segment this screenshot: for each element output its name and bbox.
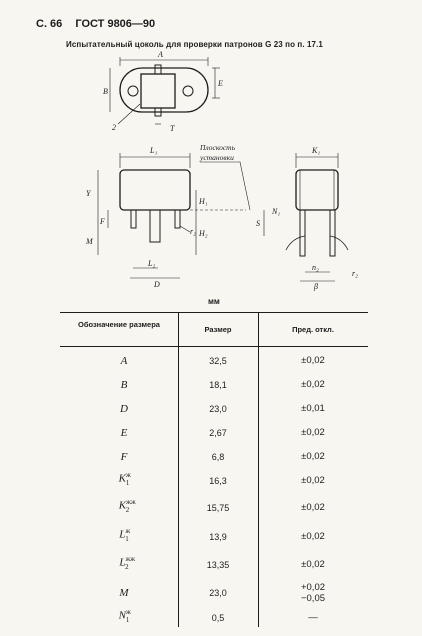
symbol-superscript: ж [126, 471, 131, 479]
row-symbol [60, 471, 188, 487]
label-y: Y [86, 189, 91, 198]
label-t: T [170, 124, 175, 133]
table-row [0, 553, 422, 583]
label-m: M [86, 237, 93, 246]
tolerance-line: ±0,02 [301, 502, 325, 513]
tolerance-line: ±0,02 [301, 427, 325, 438]
symbol-letter: F [120, 451, 128, 463]
units-label: мм [208, 297, 220, 306]
symbol-subscript: 2 [125, 505, 130, 514]
symbol-letter: M [119, 587, 129, 599]
row-tolerance [258, 403, 368, 414]
row-value: 32,5 [209, 356, 227, 366]
symbol-letter: N [118, 609, 126, 622]
symbol-superscript: жж [126, 498, 136, 506]
symbol-superscript: ж [126, 608, 131, 616]
row-value: 23,0 [209, 588, 227, 598]
symbol-subscript: 1 [125, 534, 129, 543]
tolerance-line: ±0,02 [301, 531, 325, 542]
tolerance-line: ±0,02 [301, 355, 325, 366]
figure-caption: Испытательный цоколь для проверки патронов G 23 по п. 17.1 [66, 40, 323, 49]
label-n1: N₁ [272, 207, 281, 216]
symbol-letter: E [120, 427, 128, 439]
symbol-letter: B [120, 379, 128, 391]
technical-drawing [0, 0, 422, 300]
row-value: 2,67 [209, 428, 227, 438]
row-tolerance [258, 475, 368, 486]
row-value: 6,8 [211, 452, 225, 462]
symbol-letter: L [119, 556, 126, 569]
label-e: E [218, 79, 223, 88]
symbol-letter: L [119, 528, 126, 541]
row-tolerance [258, 355, 368, 366]
row-tolerance [258, 612, 368, 623]
symbol-letter: K [118, 499, 127, 512]
label-h1: H₁ [199, 197, 208, 206]
side-view [256, 146, 358, 291]
row-symbol [60, 379, 188, 391]
tolerance-line: ±0,02 [301, 451, 325, 462]
row-tolerance [258, 559, 368, 570]
standard-number: ГОСТ 9806—90 [75, 18, 156, 30]
label-r2-front: r₂ [190, 227, 196, 236]
row-tolerance [258, 451, 368, 462]
header-tolerance: Пред. откл. [292, 325, 334, 334]
row-symbol [60, 403, 188, 415]
row-symbol [60, 608, 188, 624]
label-l1: L₁ [150, 146, 158, 155]
header-size: Размер [204, 325, 232, 334]
row-symbol [60, 355, 188, 367]
label-beta: β [314, 282, 318, 291]
tolerance-line: ±0,02 [301, 475, 325, 486]
row-symbol [60, 527, 188, 543]
row-symbol [60, 555, 188, 571]
top-view [103, 50, 223, 133]
row-value: 13,35 [206, 560, 230, 570]
row-symbol [60, 451, 188, 463]
row-value: 13,9 [209, 532, 227, 542]
row-symbol [60, 587, 188, 599]
row-tolerance [258, 427, 368, 438]
page-number: С. 66 [36, 18, 63, 30]
label-a: A [158, 50, 163, 59]
row-value: 16,3 [209, 476, 227, 486]
symbol-subscript: 2 [125, 562, 129, 571]
label-two: 2 [112, 123, 116, 132]
table-row [0, 469, 422, 499]
tolerance-line: ±0,02 [301, 559, 325, 570]
svg-text:Плоскость: Плоскость [200, 143, 235, 152]
symbol-letter: A [120, 355, 128, 367]
row-tolerance [258, 379, 368, 390]
row-symbol [60, 427, 188, 439]
row-tolerance [258, 502, 368, 513]
label-n2: n₂ [312, 263, 319, 272]
row-value: 15,75 [206, 503, 230, 513]
table-header-rule [60, 346, 368, 347]
row-symbol [60, 498, 188, 514]
symbol-letter: D [120, 403, 128, 415]
symbol-subscript: 1 [125, 478, 130, 487]
row-value: 23,0 [209, 404, 227, 414]
table-row [0, 525, 422, 555]
symbol-letter: K [118, 472, 126, 485]
row-tolerance [258, 582, 368, 604]
symbol-superscript: жж [125, 555, 136, 563]
table-row [0, 606, 422, 636]
symbol-subscript: 1 [125, 615, 130, 624]
row-value: 18,1 [209, 380, 227, 390]
tolerance-line: — [308, 612, 318, 623]
label-s: S [256, 219, 260, 228]
label-h2: H₂ [199, 229, 208, 238]
label-d: D [154, 280, 160, 289]
table-row [0, 496, 422, 526]
label-b: B [103, 87, 108, 96]
label-f: F [100, 217, 105, 226]
front-view [85, 146, 246, 289]
row-value: 0,5 [211, 613, 225, 623]
tolerance-line: ±0,02 [301, 379, 325, 390]
tolerance-line: ±0,01 [301, 403, 325, 414]
tolerance-line: +0,02 [300, 582, 326, 593]
svg-text:установки: установки [200, 153, 234, 162]
row-tolerance [258, 531, 368, 542]
table-top-rule [60, 312, 368, 313]
label-r2-side: r₂ [352, 269, 358, 278]
symbol-superscript: ж [125, 527, 131, 535]
tolerance-line: −0,05 [300, 593, 326, 604]
header-designation: Обозначение размера [78, 320, 160, 329]
label-k1: K₁ [312, 146, 321, 155]
label-l2: L₂ [148, 259, 156, 268]
